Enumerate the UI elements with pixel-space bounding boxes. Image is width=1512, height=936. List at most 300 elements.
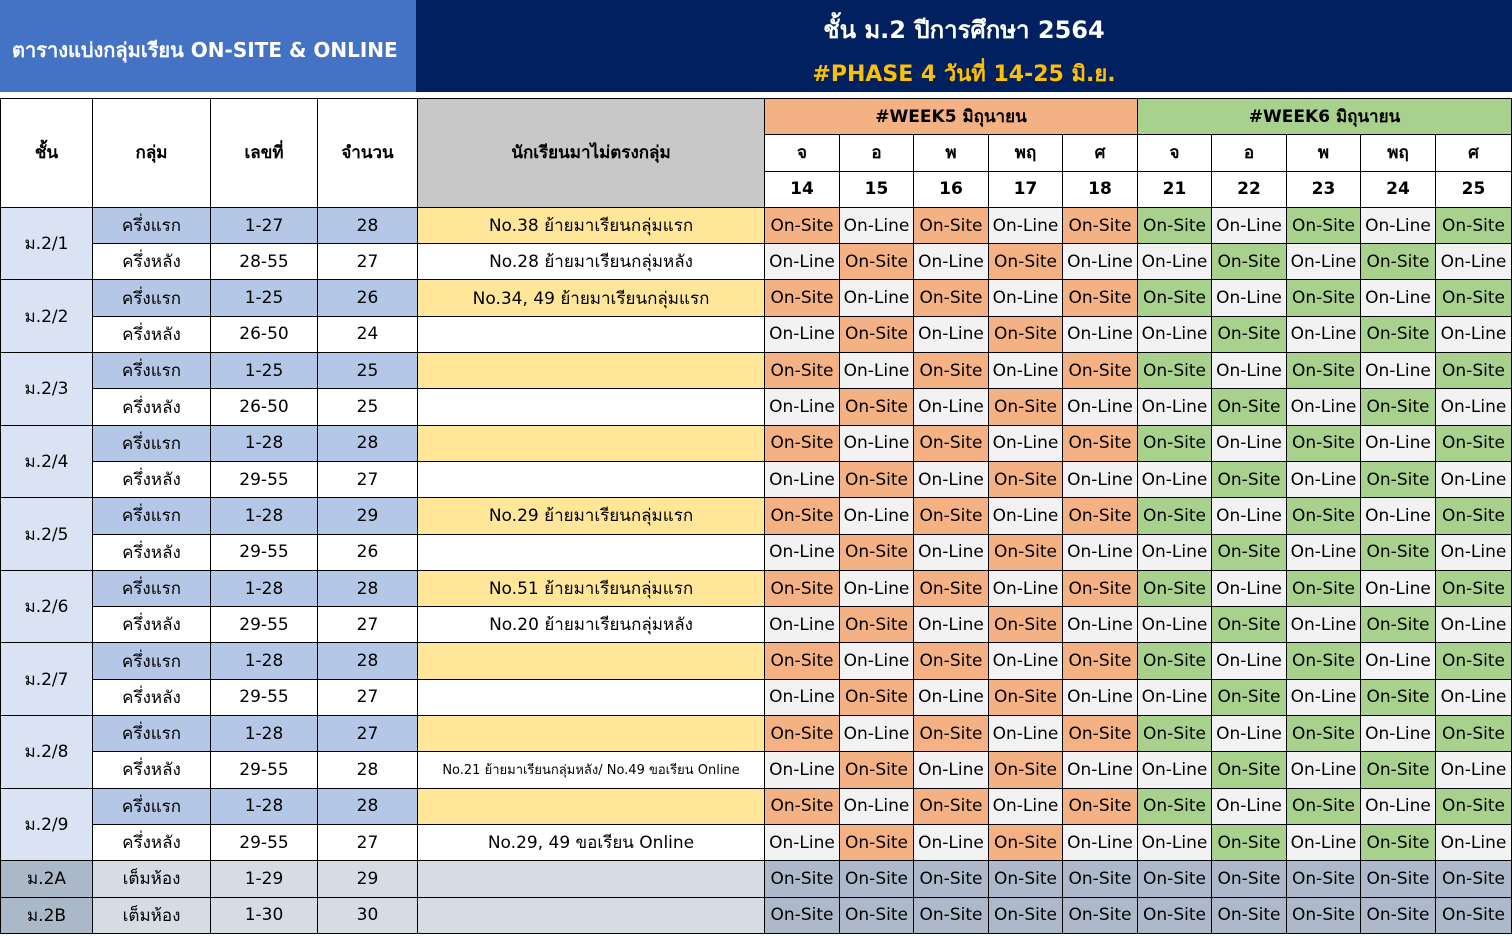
date-header: 18 [1063, 171, 1138, 207]
onsite-cell: On-Site [840, 244, 914, 280]
onsite-cell: On-Site [1138, 498, 1212, 534]
schedule-table [0, 98, 1512, 934]
onsite-cell: On-Site [1361, 679, 1436, 715]
count-cell: 28 [318, 752, 418, 788]
onsite-cell: On-Site [1138, 861, 1212, 897]
onsite-cell: On-Site [1436, 280, 1512, 316]
online-cell: On-Line [1436, 244, 1512, 280]
number-range-cell: 1-28 [211, 570, 318, 606]
number-range-cell: 26-50 [211, 389, 318, 425]
online-cell: On-Line [1138, 824, 1212, 860]
count-cell: 26 [318, 534, 418, 570]
online-cell: On-Line [1063, 244, 1138, 280]
onsite-cell: On-Site [1063, 280, 1138, 316]
date-header: 23 [1287, 171, 1361, 207]
online-cell: On-Line [1436, 607, 1512, 643]
number-range-cell: 29-55 [211, 824, 318, 860]
class-name-cell: ม.2/5 [1, 498, 93, 571]
online-cell: On-Line [989, 207, 1063, 243]
count-cell: 27 [318, 679, 418, 715]
online-cell: On-Line [1436, 316, 1512, 352]
number-range-cell: 1-25 [211, 353, 318, 389]
table-row [1, 425, 1512, 461]
col-header-group: กลุ่ม [93, 99, 211, 208]
onsite-cell: On-Site [840, 897, 914, 933]
onsite-cell: On-Site [840, 461, 914, 497]
online-cell: On-Line [989, 280, 1063, 316]
date-header: 14 [765, 171, 840, 207]
onsite-cell: On-Site [914, 353, 989, 389]
online-cell: On-Line [1287, 244, 1361, 280]
number-range-cell: 28-55 [211, 244, 318, 280]
table-row [1, 788, 1512, 824]
col-header-note: นักเรียนมาไม่ตรงกลุ่ม [418, 99, 765, 208]
onsite-cell: On-Site [1212, 897, 1287, 933]
onsite-cell: On-Site [1436, 897, 1512, 933]
onsite-cell: On-Site [1436, 570, 1512, 606]
number-range-cell: 29-55 [211, 534, 318, 570]
onsite-cell: On-Site [1212, 461, 1287, 497]
class-name-cell: ม.2/8 [1, 716, 93, 789]
online-cell: On-Line [1063, 824, 1138, 860]
online-cell: On-Line [1361, 643, 1436, 679]
col-header-number: เลขที่ [211, 99, 318, 208]
online-cell: On-Line [1138, 534, 1212, 570]
onsite-cell: On-Site [1138, 643, 1212, 679]
onsite-cell: On-Site [1138, 788, 1212, 824]
count-cell: 27 [318, 716, 418, 752]
group-cell: ครึ่งหลัง [93, 389, 211, 425]
online-cell: On-Line [1361, 280, 1436, 316]
group-cell: ครึ่งแรก [93, 643, 211, 679]
online-cell: On-Line [1436, 679, 1512, 715]
onsite-cell: On-Site [1436, 353, 1512, 389]
onsite-cell: On-Site [914, 716, 989, 752]
online-cell: On-Line [840, 353, 914, 389]
number-range-cell: 29-55 [211, 607, 318, 643]
onsite-cell: On-Site [1287, 861, 1361, 897]
online-cell: On-Line [840, 788, 914, 824]
onsite-cell: On-Site [765, 425, 840, 461]
online-cell: On-Line [1138, 607, 1212, 643]
onsite-cell: On-Site [1361, 461, 1436, 497]
group-cell: ครึ่งแรก [93, 353, 211, 389]
day-header: จ [1138, 135, 1212, 171]
note-cell [418, 461, 765, 497]
table-row [1, 824, 1512, 860]
onsite-cell: On-Site [1212, 534, 1287, 570]
onsite-cell: On-Site [840, 316, 914, 352]
onsite-cell: On-Site [765, 353, 840, 389]
online-cell: On-Line [1138, 244, 1212, 280]
group-cell: ครึ่งหลัง [93, 824, 211, 860]
online-cell: On-Line [1063, 534, 1138, 570]
group-cell: ครึ่งหลัง [93, 244, 211, 280]
online-cell: On-Line [1063, 607, 1138, 643]
number-range-cell: 29-55 [211, 752, 318, 788]
online-cell: On-Line [1212, 643, 1287, 679]
onsite-cell: On-Site [1138, 570, 1212, 606]
onsite-cell: On-Site [1063, 570, 1138, 606]
onsite-cell: On-Site [1436, 861, 1512, 897]
onsite-cell: On-Site [914, 788, 989, 824]
table-row [1, 607, 1512, 643]
online-cell: On-Line [1287, 316, 1361, 352]
onsite-cell: On-Site [1063, 498, 1138, 534]
onsite-cell: On-Site [1436, 425, 1512, 461]
online-cell: On-Line [840, 643, 914, 679]
table-row [1, 207, 1512, 243]
number-range-cell: 1-27 [211, 207, 318, 243]
online-cell: On-Line [1436, 389, 1512, 425]
online-cell: On-Line [1361, 716, 1436, 752]
group-cell: ครึ่งหลัง [93, 752, 211, 788]
online-cell: On-Line [765, 679, 840, 715]
onsite-cell: On-Site [1063, 207, 1138, 243]
onsite-cell: On-Site [989, 897, 1063, 933]
onsite-cell: On-Site [765, 716, 840, 752]
class-name-cell: ม.2/9 [1, 788, 93, 861]
week-header: #WEEK6 มิถุนายน [1138, 99, 1512, 135]
group-cell: ครึ่งแรก [93, 570, 211, 606]
date-header: 21 [1138, 171, 1212, 207]
online-cell: On-Line [914, 752, 989, 788]
table-row [1, 534, 1512, 570]
count-cell: 28 [318, 207, 418, 243]
onsite-cell: On-Site [1287, 207, 1361, 243]
onsite-cell: On-Site [765, 861, 840, 897]
note-cell [418, 679, 765, 715]
day-header: พฤ [989, 135, 1063, 171]
date-header: 15 [840, 171, 914, 207]
week-header: #WEEK5 มิถุนายน [765, 99, 1138, 135]
group-cell: ครึ่งแรก [93, 788, 211, 824]
day-header: จ [765, 135, 840, 171]
onsite-cell: On-Site [840, 389, 914, 425]
online-cell: On-Line [765, 244, 840, 280]
left-title-banner [0, 0, 416, 92]
count-cell: 28 [318, 643, 418, 679]
main-title: ชั้น ม.2 ปีการศึกษา 2564 [823, 16, 1105, 44]
online-cell: On-Line [989, 570, 1063, 606]
online-cell: On-Line [765, 534, 840, 570]
phase-subtitle: #PHASE 4 วันที่ 14-25 มิ.ย. [812, 62, 1116, 87]
onsite-cell: On-Site [914, 643, 989, 679]
class-name-cell: ม.2/3 [1, 353, 93, 426]
onsite-cell: On-Site [765, 570, 840, 606]
onsite-cell: On-Site [1361, 244, 1436, 280]
onsite-cell: On-Site [1436, 207, 1512, 243]
group-cell: ครึ่งแรก [93, 207, 211, 243]
number-range-cell: 29-55 [211, 679, 318, 715]
note-cell: No.29, 49 ขอเรียน Online [418, 824, 765, 860]
onsite-cell: On-Site [840, 679, 914, 715]
number-range-cell: 1-28 [211, 788, 318, 824]
online-cell: On-Line [1287, 607, 1361, 643]
day-header: พ [914, 135, 989, 171]
online-cell: On-Line [1063, 752, 1138, 788]
online-cell: On-Line [989, 716, 1063, 752]
onsite-cell: On-Site [1063, 425, 1138, 461]
number-range-cell: 1-29 [211, 861, 318, 897]
class-name-cell: ม.2/1 [1, 207, 93, 280]
online-cell: On-Line [1361, 425, 1436, 461]
online-cell: On-Line [765, 461, 840, 497]
onsite-cell: On-Site [1287, 425, 1361, 461]
onsite-cell: On-Site [989, 316, 1063, 352]
class-name-cell: ม.2B [1, 897, 93, 933]
count-cell: 26 [318, 280, 418, 316]
note-cell: No.28 ย้ายมาเรียนกลุ่มหลัง [418, 244, 765, 280]
date-header: 22 [1212, 171, 1287, 207]
online-cell: On-Line [1287, 824, 1361, 860]
online-cell: On-Line [1361, 353, 1436, 389]
onsite-cell: On-Site [1063, 643, 1138, 679]
count-cell: 25 [318, 353, 418, 389]
online-cell: On-Line [840, 280, 914, 316]
onsite-cell: On-Site [1361, 534, 1436, 570]
onsite-cell: On-Site [1361, 607, 1436, 643]
table-row [1, 244, 1512, 280]
onsite-cell: On-Site [989, 461, 1063, 497]
count-cell: 30 [318, 897, 418, 933]
online-cell: On-Line [1212, 353, 1287, 389]
online-cell: On-Line [1138, 316, 1212, 352]
onsite-cell: On-Site [1063, 897, 1138, 933]
table-row [1, 679, 1512, 715]
class-name-cell: ม.2/6 [1, 570, 93, 643]
note-cell: No.21 ย้ายมาเรียนกลุ่มหลัง/ No.49 ขอเรียน Online [418, 752, 765, 788]
count-cell: 27 [318, 461, 418, 497]
online-cell: On-Line [1212, 425, 1287, 461]
online-cell: On-Line [765, 316, 840, 352]
note-cell: No.20 ย้ายมาเรียนกลุ่มหลัง [418, 607, 765, 643]
note-cell [418, 425, 765, 461]
onsite-cell: On-Site [1212, 607, 1287, 643]
note-cell [418, 389, 765, 425]
count-cell: 28 [318, 425, 418, 461]
online-cell: On-Line [1436, 824, 1512, 860]
date-header: 16 [914, 171, 989, 207]
day-header: พ [1287, 135, 1361, 171]
group-cell: ครึ่งแรก [93, 425, 211, 461]
online-cell: On-Line [1361, 498, 1436, 534]
note-cell: No.29 ย้ายมาเรียนกลุ่มแรก [418, 498, 765, 534]
online-cell: On-Line [1212, 498, 1287, 534]
onsite-cell: On-Site [1212, 679, 1287, 715]
online-cell: On-Line [840, 425, 914, 461]
onsite-cell: On-Site [989, 534, 1063, 570]
note-cell: No.51 ย้ายมาเรียนกลุ่มแรก [418, 570, 765, 606]
onsite-cell: On-Site [765, 498, 840, 534]
onsite-cell: On-Site [989, 244, 1063, 280]
online-cell: On-Line [1287, 679, 1361, 715]
note-cell [418, 861, 765, 897]
table-row [1, 280, 1512, 316]
onsite-cell: On-Site [914, 425, 989, 461]
left-title: ตารางแบ่งกลุ่มเรียน ON-SITE & ONLINE [12, 38, 398, 62]
note-cell [418, 643, 765, 679]
onsite-cell: On-Site [840, 752, 914, 788]
class-name-cell: ม.2/2 [1, 280, 93, 353]
date-header: 17 [989, 171, 1063, 207]
online-cell: On-Line [765, 389, 840, 425]
onsite-cell: On-Site [1212, 752, 1287, 788]
online-cell: On-Line [989, 353, 1063, 389]
count-cell: 28 [318, 788, 418, 824]
online-cell: On-Line [1138, 679, 1212, 715]
onsite-cell: On-Site [1063, 788, 1138, 824]
count-cell: 25 [318, 389, 418, 425]
onsite-cell: On-Site [765, 788, 840, 824]
online-cell: On-Line [1063, 679, 1138, 715]
group-cell: ครึ่งหลัง [93, 607, 211, 643]
table-row [1, 570, 1512, 606]
onsite-cell: On-Site [989, 861, 1063, 897]
onsite-cell: On-Site [1138, 425, 1212, 461]
onsite-cell: On-Site [989, 607, 1063, 643]
online-cell: On-Line [1138, 461, 1212, 497]
onsite-cell: On-Site [1063, 861, 1138, 897]
group-cell: เต็มห้อง [93, 897, 211, 933]
col-header-count: จำนวน [318, 99, 418, 208]
table-row [1, 861, 1512, 897]
note-cell: No.34, 49 ย้ายมาเรียนกลุ่มแรก [418, 280, 765, 316]
count-cell: 29 [318, 861, 418, 897]
online-cell: On-Line [1287, 534, 1361, 570]
onsite-cell: On-Site [840, 607, 914, 643]
group-cell: ครึ่งแรก [93, 280, 211, 316]
table-row [1, 461, 1512, 497]
onsite-cell: On-Site [840, 534, 914, 570]
count-cell: 29 [318, 498, 418, 534]
onsite-cell: On-Site [765, 280, 840, 316]
onsite-cell: On-Site [765, 207, 840, 243]
online-cell: On-Line [765, 824, 840, 860]
online-cell: On-Line [1436, 752, 1512, 788]
table-row [1, 643, 1512, 679]
online-cell: On-Line [1361, 207, 1436, 243]
onsite-cell: On-Site [1361, 752, 1436, 788]
count-cell: 28 [318, 570, 418, 606]
online-cell: On-Line [1138, 389, 1212, 425]
onsite-cell: On-Site [1361, 897, 1436, 933]
group-cell: ครึ่งหลัง [93, 461, 211, 497]
count-cell: 27 [318, 824, 418, 860]
online-cell: On-Line [1212, 207, 1287, 243]
online-cell: On-Line [840, 498, 914, 534]
onsite-cell: On-Site [1436, 643, 1512, 679]
onsite-cell: On-Site [1436, 498, 1512, 534]
table-row [1, 897, 1512, 933]
number-range-cell: 26-50 [211, 316, 318, 352]
online-cell: On-Line [1361, 570, 1436, 606]
online-cell: On-Line [1361, 788, 1436, 824]
online-cell: On-Line [989, 425, 1063, 461]
note-cell [418, 716, 765, 752]
group-cell: ครึ่งแรก [93, 498, 211, 534]
onsite-cell: On-Site [1138, 897, 1212, 933]
number-range-cell: 1-28 [211, 498, 318, 534]
online-cell: On-Line [1138, 752, 1212, 788]
note-cell [418, 897, 765, 933]
class-name-cell: ม.2/4 [1, 425, 93, 498]
onsite-cell: On-Site [1436, 716, 1512, 752]
online-cell: On-Line [1287, 752, 1361, 788]
online-cell: On-Line [989, 643, 1063, 679]
onsite-cell: On-Site [1361, 389, 1436, 425]
onsite-cell: On-Site [1361, 824, 1436, 860]
number-range-cell: 1-25 [211, 280, 318, 316]
online-cell: On-Line [989, 498, 1063, 534]
online-cell: On-Line [914, 461, 989, 497]
day-header: พฤ [1361, 135, 1436, 171]
onsite-cell: On-Site [914, 498, 989, 534]
note-cell [418, 316, 765, 352]
onsite-cell: On-Site [1287, 788, 1361, 824]
onsite-cell: On-Site [914, 280, 989, 316]
group-cell: เต็มห้อง [93, 861, 211, 897]
onsite-cell: On-Site [1287, 716, 1361, 752]
note-cell: No.38 ย้ายมาเรียนกลุ่มแรก [418, 207, 765, 243]
onsite-cell: On-Site [1063, 353, 1138, 389]
table-row [1, 752, 1512, 788]
onsite-cell: On-Site [989, 679, 1063, 715]
col-header-class: ชั้น [1, 99, 93, 208]
online-cell: On-Line [1436, 534, 1512, 570]
online-cell: On-Line [914, 534, 989, 570]
online-cell: On-Line [1063, 389, 1138, 425]
note-cell [418, 353, 765, 389]
group-cell: ครึ่งแรก [93, 716, 211, 752]
online-cell: On-Line [765, 752, 840, 788]
online-cell: On-Line [1287, 461, 1361, 497]
onsite-cell: On-Site [1138, 207, 1212, 243]
online-cell: On-Line [914, 607, 989, 643]
onsite-cell: On-Site [1212, 861, 1287, 897]
right-title-banner [416, 0, 1512, 92]
online-cell: On-Line [1436, 461, 1512, 497]
table-row [1, 316, 1512, 352]
onsite-cell: On-Site [989, 824, 1063, 860]
day-header: ศ [1436, 135, 1512, 171]
online-cell: On-Line [1212, 570, 1287, 606]
onsite-cell: On-Site [989, 389, 1063, 425]
onsite-cell: On-Site [840, 824, 914, 860]
number-range-cell: 1-28 [211, 425, 318, 461]
day-header: อ [1212, 135, 1287, 171]
onsite-cell: On-Site [1436, 788, 1512, 824]
online-cell: On-Line [840, 570, 914, 606]
group-cell: ครึ่งหลัง [93, 534, 211, 570]
number-range-cell: 1-28 [211, 716, 318, 752]
date-header: 24 [1361, 171, 1436, 207]
onsite-cell: On-Site [914, 207, 989, 243]
onsite-cell: On-Site [1138, 280, 1212, 316]
onsite-cell: On-Site [1138, 716, 1212, 752]
onsite-cell: On-Site [1063, 716, 1138, 752]
table-row [1, 716, 1512, 752]
online-cell: On-Line [1063, 316, 1138, 352]
table-row [1, 353, 1512, 389]
class-name-cell: ม.2A [1, 861, 93, 897]
class-name-cell: ม.2/7 [1, 643, 93, 716]
day-header: อ [840, 135, 914, 171]
onsite-cell: On-Site [1361, 316, 1436, 352]
date-header: 25 [1436, 171, 1512, 207]
onsite-cell: On-Site [1287, 353, 1361, 389]
onsite-cell: On-Site [989, 752, 1063, 788]
